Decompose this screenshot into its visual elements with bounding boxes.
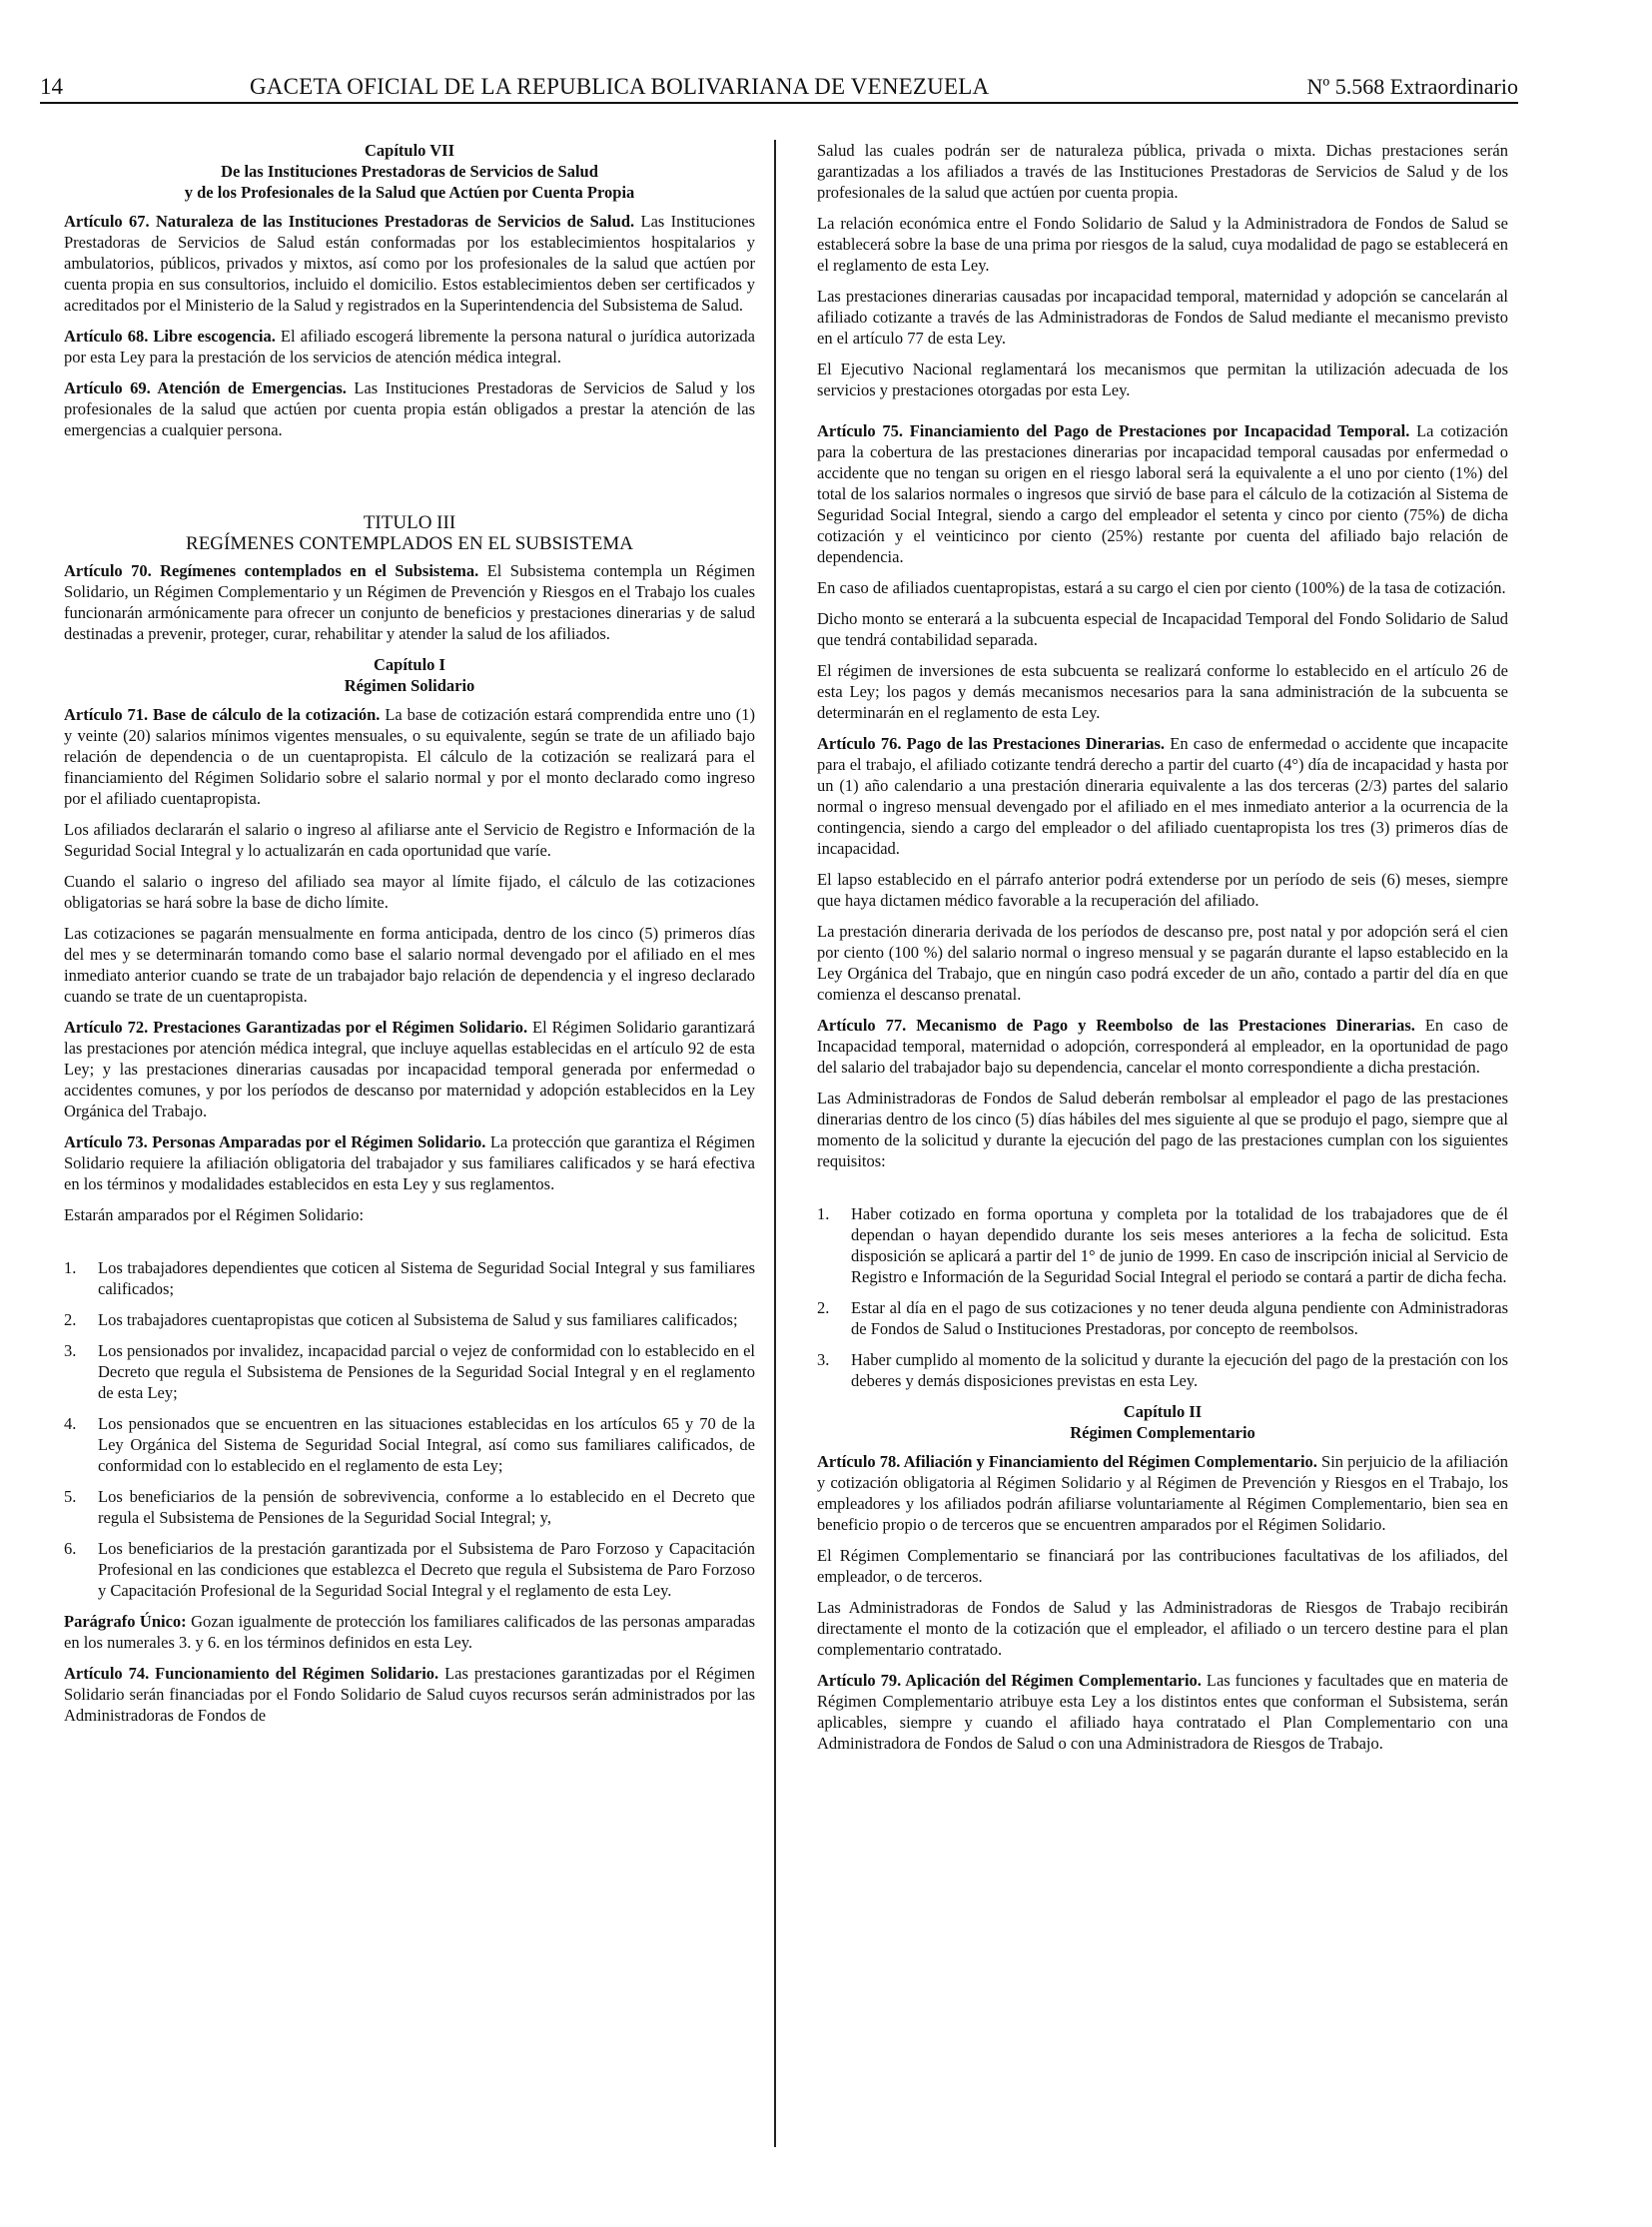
- chapter-title: De las Instituciones Prestadoras de Servicios de Salud: [221, 162, 598, 181]
- paragraph: Cuando el salario o ingreso del afiliado sea mayor al límite fijado, el cálculo de las cotizaciones obligatorias se hará sobre la base de dicho límite.: [64, 872, 755, 912]
- chapter-title: Régimen Complementario: [1070, 1423, 1255, 1442]
- list-item: 4. Los pensionados que se encuentren en las situaciones establecidas en los artículos 65 y 70 de la Ley Orgánica del Sistema de Seguridad Social Integral, así como sus familiares calificados, de conformidad con lo establecido en el reglamento de esta Ley;: [64, 1414, 755, 1475]
- right-column: [817, 140, 1508, 1764]
- article-76: Artículo 76. Pago de las Prestaciones Dinerarias. En caso de enfermedad o accidente que incapacite para el trabajo, el afiliado cotizante tendrá derecho a partir del cuarto (4°) día de incapacidad y hasta por un (1) año calendario a una prestación dineraria equivalente a las dos terceras (2/3) partes del salario normal o ingreso mensual devengado por el afiliado en el mes inmediato anterior a la ocurrencia de la contingencia, siendo a cargo del empleador o del afiliado cuentapropista los tres (3) primeros días de incapacidad.: [817, 734, 1508, 858]
- article-72: Artículo 72. Prestaciones Garantizadas por el Régimen Solidario. El Régimen Solidario garantizará las prestaciones por atención médica integral, que incluye aquellas establecidas en el artículo 92 de esta Ley; y las prestaciones dinerarias causadas por incapacidad temporal generada por enfermedad o accidentes comunes, y por los períodos de descanso por maternidad y adopción establecidos en la Ley Orgánica del Trabajo.: [64, 1018, 755, 1120]
- article-75: Artículo 75. Financiamiento del Pago de Prestaciones por Incapacidad Temporal. La cotización para la cobertura de las prestaciones dinerarias por incapacidad temporal causadas por enfermedad o accidente que no tengan su origen en el riesgo laboral será la equivalente a el uno por ciento (1%) del total de los salarios normales o ingresos que sirvió de base para el cálculo de la cotización al Sistema de Seguridad Social Integral, siendo a cargo del empleador el setenta y cinco por ciento (75%) de dicha cotización y el veinticinco por ciento (25%) restante por cuenta del afiliado bajo relación de dependencia.: [817, 421, 1508, 566]
- article-78: Artículo 78. Afiliación y Financiamiento del Régimen Complementario. Sin perjuicio de la afiliación y cotización obligatoria al Régimen Solidario y al Régimen de Prevención y Riesgos en el Trabajo, los empleadores y los afiliados podrán afiliarse voluntariamente al Régimen Complementario, bien sea en beneficio propio o de terceros que se encuentren amparados por el Régimen Solidario.: [817, 1452, 1508, 1534]
- chapter-label: Capítulo I: [374, 655, 445, 674]
- list-item: 5. Los beneficiarios de la pensión de sobrevivencia, conforme a lo establecido en el Decreto que regula el Subsistema de Pensiones de la Seguridad Social Integral; y,: [64, 1487, 755, 1527]
- list-item: 1. Los trabajadores dependientes que coticen al Sistema de Seguridad Social Integral y sus familiares calificados;: [64, 1258, 755, 1298]
- article-70: Artículo 70. Regímenes contemplados en el Subsistema. El Subsistema contempla un Régimen Solidario, un Régimen Complementario y un Régimen de Prevención y Riesgos en el Trabajo los cuales funcionarán armónicamente para ofrecer un conjunto de beneficios y prestaciones dinerarias y de salud destinadas a prevenir, proteger, curar, rehabilitar y atender la salud de los afiliados.: [64, 561, 755, 643]
- paragraph: El Régimen Complementario se financiará por las contribuciones facultativas de los afiliados, del empleador, o de terceros.: [817, 1546, 1508, 1586]
- article-79: Artículo 79. Aplicación del Régimen Complementario. Las funciones y facultades que en materia de Régimen Complementario atribuye esta Ley a los distintos entes que conforman el Subsistema, serán aplicables, siempre y cuando el afiliado haya contratado el Plan Complementario con una Administradora de Fondos de Salud o con una Administradora de Riesgos de Trabajo.: [817, 1671, 1508, 1753]
- page-number: 14: [40, 74, 63, 99]
- article-73: Artículo 73. Personas Amparadas por el Régimen Solidario. La protección que garantiza el Régimen Solidario requiere la afiliación obligatoria del trabajador y sus familiares calificados y se hará efectiva en los términos y modalidades establecidos en esta Ley y sus reglamentos.: [64, 1132, 755, 1193]
- paragraph: La relación económica entre el Fondo Solidario de Salud y la Administradora de Fondos de Salud se establecerá sobre la base de una prima por riesgos de la salud, cuya modalidad de pago se establecerá en el reglamento de esta Ley.: [817, 214, 1508, 275]
- title-subheading: REGÍMENES CONTEMPLADOS EN EL SUBSISTEMA: [186, 533, 633, 554]
- article-77: Artículo 77. Mecanismo de Pago y Reembolso de las Prestaciones Dinerarias. En caso de Incapacidad temporal, maternidad o adopción, corresponderá al empleador, en la oportunidad de pago del salario del trabajador bajo su dependencia, cancelar el monto correspondiente a dicha prestación.: [817, 1016, 1508, 1077]
- article-74: Artículo 74. Funcionamiento del Régimen Solidario. Las prestaciones garantizadas por el Régimen Solidario serán financiadas por el Fondo Solidario de Salud cuyos recursos serán administrados por las Administradoras de Fondos de: [64, 1664, 755, 1725]
- paragraph: Estarán amparados por el Régimen Solidario:: [64, 1205, 365, 1224]
- gazette-title: GACETA OFICIAL DE LA REPUBLICA BOLIVARIANA DE VENEZUELA: [250, 74, 990, 99]
- list-item: 2. Estar al día en el pago de sus cotizaciones y no tener deuda alguna pendiente con Administradoras de Fondos de Salud o Instituciones Prestadoras, por concepto de reembolsos.: [817, 1298, 1508, 1338]
- paragraph: El régimen de inversiones de esta subcuenta se realizará conforme lo establecido en el artículo 26 de esta Ley; los pagos y demás mecanismos necesarios para la sana administración de la subcuenta se determinarán en el reglamento de esta Ley.: [817, 661, 1508, 722]
- left-column: [64, 140, 755, 1736]
- chapter-title: Régimen Solidario: [344, 676, 475, 695]
- paragraph: Dicho monto se enterará a la subcuenta especial de Incapacidad Temporal del Fondo Solidario de Salud que tendrá contabilidad separada.: [817, 609, 1508, 649]
- column-divider: [774, 140, 776, 2147]
- article-71: Artículo 71. Base de cálculo de la cotización. La base de cotización estará comprendida entre uno (1) y veinte (20) salarios mínimos vigentes mensuales, o su equivalente, según se trate de un afiliado bajo relación de dependencia o de un cuentapropista. El cálculo de la cotización se realizará para el financiamiento del Régimen Solidario sobre el salario normal y por el monto declarado como ingreso por el afiliado cuentapropista.: [64, 705, 755, 808]
- chapter-label: Capítulo VII: [364, 141, 455, 160]
- article-67: Artículo 67. Naturaleza de las Instituciones Prestadoras de Servicios de Salud. Las Instituciones Prestadoras de Servicios de Salud están conformadas por los establecimientos hospitalarios y ambulatorios, públicos, privados y mixtos, así como por los profesionales de la salud que actúen por cuenta propia en sus consultorios, incluido el domicilio. Estos establecimientos deben ser certificados y acreditados por el Ministerio de la Salud y registrados en la Superintendencia del Subsistema de Salud.: [64, 212, 755, 315]
- gazette-header: [40, 72, 1518, 104]
- paragraph: Las cotizaciones se pagarán mensualmente en forma anticipada, dentro de los cinco (5) primeros días del mes y se determinarán tomando como base el salario normal devengado por el afiliado en el mes inmediato anterior cuando se trate de un trabajador bajo relación de dependencia y el ingreso declarado cuando se trate de un cuentapropista.: [64, 924, 755, 1006]
- list-item: 6. Los beneficiarios de la prestación garantizada por el Subsistema de Paro Forzoso y Capacitación Profesional en las condiciones que establezca el Decreto que regula el Subsistema de Paro Forzoso y Capacitación Profesional de la Seguridad Social Integral y el reglamento de esta Ley.: [64, 1539, 755, 1600]
- paragraph: En caso de afiliados cuentapropistas, estará a su cargo el cien por ciento (100%) de la tasa de cotización.: [817, 578, 1506, 597]
- list-item: 1. Haber cotizado en forma oportuna y completa por la totalidad de los trabajadores que de él dependan o hayan dependido durante los seis meses anteriores a la fecha de solicitud. Esta disposición se aplicará a partir del 1° de junio de 1999. En caso de inscripción inicial al Servicio de Registro e Información de la Seguridad Social Integral el periodo se contará a partir de dicha fecha.: [817, 1204, 1508, 1286]
- list-item: 3. Los pensionados por invalidez, incapacidad parcial o vejez de conformidad con lo establecido en el Decreto que regula el Subsistema de Pensiones de la Seguridad Social Integral y en el reglamento de esta Ley;: [64, 1341, 755, 1402]
- list-item: 2. Los trabajadores cuentapropistas que coticen al Subsistema de Salud y sus familiares calificados;: [64, 1310, 738, 1329]
- paragraph: Salud las cuales podrán ser de naturaleza pública, privada o mixta. Dichas prestaciones serán garantizadas a los afiliados a través de las Instituciones Prestadoras de Servicios de Salud y de los profesionales de la salud que actúen por cuenta propia.: [817, 141, 1508, 202]
- numbered-list: [817, 1203, 1508, 1391]
- paragraph: Los afiliados declararán el salario o ingreso al afiliarse ante el Servicio de Registro e Información de la Seguridad Social Integral y lo actualizarán en cada oportunidad que varíe.: [64, 820, 755, 860]
- numbered-list: [64, 1257, 755, 1601]
- paragraph: El Ejecutivo Nacional reglamentará los mecanismos que permitan la utilización adecuada de los servicios y prestaciones otorgadas por esta Ley.: [817, 360, 1508, 399]
- article-68: Artículo 68. Libre escogencia. El afiliado escogerá libremente la persona natural o jurídica autorizada por esta Ley para la prestación de los servicios de atención médica integral.: [64, 327, 755, 367]
- edition-number: Nº 5.568 Extraordinario: [1306, 74, 1518, 99]
- article-69: Artículo 69. Atención de Emergencias. Las Instituciones Prestadoras de Servicios de Salud y los profesionales de la salud que actúen por cuenta propia están obligados a prestar la atención de las emergencias a cualquier persona.: [64, 378, 755, 439]
- paragraph: La prestación dineraria derivada de los períodos de descanso pre, post natal y por adopción será el cien por ciento (100 %) del salario normal o ingreso mensual y se pagarán durante el lapso establecido en la Ley Orgánica del Trabajo, que en ningún caso podrá exceder de un año, contado a partir del día en que comienza el descanso prenatal.: [817, 922, 1508, 1004]
- title-heading: TITULO III: [363, 512, 456, 533]
- paragrafo-unico: Parágrafo Único: Gozan igualmente de protección los familiares calificados de las personas amparadas en los numerales 3. y 6. en los términos definidos en esta Ley.: [64, 1612, 755, 1652]
- paragraph: Las Administradoras de Fondos de Salud deberán rembolsar al empleador el pago de las prestaciones dinerarias dentro de los cinco (5) días hábiles del mes siguiente al que se produjo el pago, siempre que al momento de la solicitud y durante la ejecución del pago de las prestaciones cumplan con los siguientes requisitos:: [817, 1089, 1508, 1170]
- list-item: 3. Haber cumplido al momento de la solicitud y durante la ejecución del pago de la prestación con los deberes y demás disposiciones previstas en esta Ley.: [817, 1350, 1508, 1390]
- paragraph: El lapso establecido en el párrafo anterior podrá extenderse por un período de seis (6) meses, siempre que haya dictamen médico favorable a la recuperación del afiliado.: [817, 870, 1508, 910]
- paragraph: Las Administradoras de Fondos de Salud y las Administradoras de Riesgos de Trabajo recibirán directamente el monto de la cotización que el empleador, el afiliado o un tercero destine para el plan complementario contratado.: [817, 1598, 1508, 1659]
- paragraph: Las prestaciones dinerarias causadas por incapacidad temporal, maternidad y adopción se cancelarán al afiliado cotizante a través de las Administradoras de Fondos de Salud mediante el mecanismo previsto en el artículo 77 de esta Ley.: [817, 287, 1508, 348]
- chapter-label: Capítulo II: [1123, 1402, 1203, 1421]
- chapter-title: y de los Profesionales de la Salud que Actúen por Cuenta Propia: [184, 183, 635, 202]
